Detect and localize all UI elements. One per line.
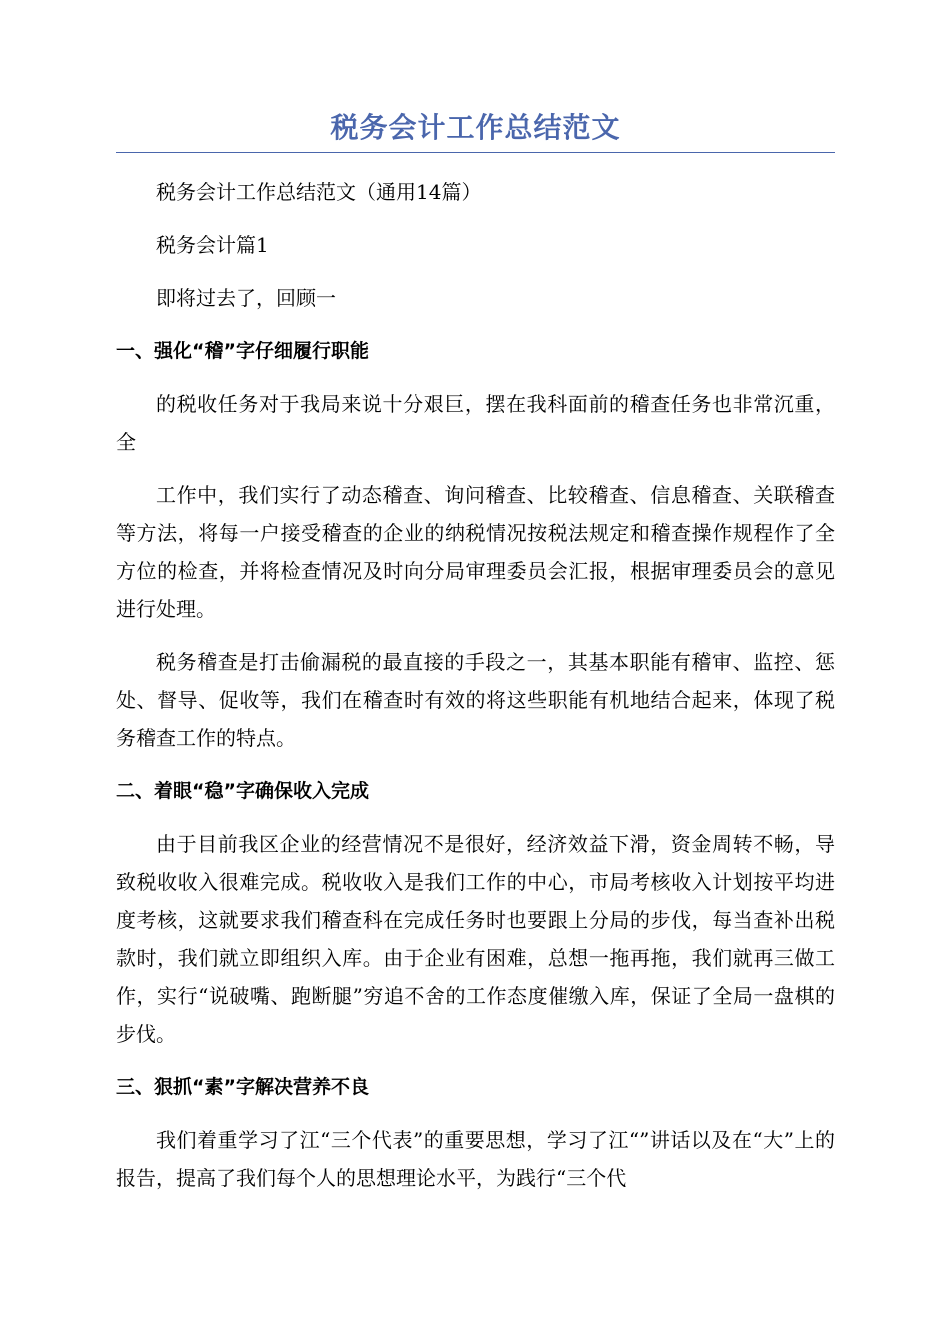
paragraph: 的税收任务对于我局来说十分艰巨，摆在我科面前的稽查任务也非常沉重，全 bbox=[116, 392, 835, 454]
document-page bbox=[116, 108, 835, 1212]
paragraph: 即将过去了，回顾一 bbox=[156, 286, 336, 310]
paragraph: 工作中，我们实行了动态稽查、询问稽查、比较稽查、信息稽查、关联稽查等方法，将每一户接受稽查的企业的纳税情况按税法规定和稽查操作规程作了全方位的检查，并将检查情况及时向分局审理委员会汇报，根据审理委员会的意见进行处理。 bbox=[116, 483, 835, 621]
section-heading-3: 三、狠抓“素”字解决营养不良 bbox=[116, 1076, 369, 1098]
paragraph: 我们着重学习了江“三个代表”的重要思想，学习了江“”讲话以及在“大”上的报告，提高了我们每个人的思想理论水平，为践行“三个代 bbox=[116, 1128, 835, 1190]
paragraph: 由于目前我区企业的经营情况不是很好，经济效益下滑，资金周转不畅，导致税收收入很难完成。税收收入是我们工作的中心，市局考核收入计划按平均进度考核，这就要求我们稽查科在完成任务时也要跟上分局的步伐，每当查补出税款时，我们就立即组织入库。由于企业有困难，总想一拖再拖，我们就再三做工作，实行“说破嘴、跑断腿”穷追不舍的工作态度催缴入库，保证了全局一盘棋的步伐。 bbox=[116, 832, 835, 1046]
section-heading-1: 一、强化“稽”字仔细履行职能 bbox=[116, 340, 369, 362]
document-subtitle: 税务会计工作总结范文（通用14篇） bbox=[156, 180, 482, 204]
document-title: 税务会计工作总结范文 bbox=[330, 111, 621, 144]
section-heading-2: 二、着眼“稳”字确保收入完成 bbox=[116, 780, 369, 802]
section-label: 税务会计篇1 bbox=[156, 233, 269, 257]
title-underline bbox=[116, 152, 835, 153]
paragraph: 税务稽查是打击偷漏税的最直接的手段之一，其基本职能有稽审、监控、惩处、督导、促收等，我们在稽查时有效的将这些职能有机地结合起来，体现了税务稽查工作的特点。 bbox=[116, 650, 835, 750]
